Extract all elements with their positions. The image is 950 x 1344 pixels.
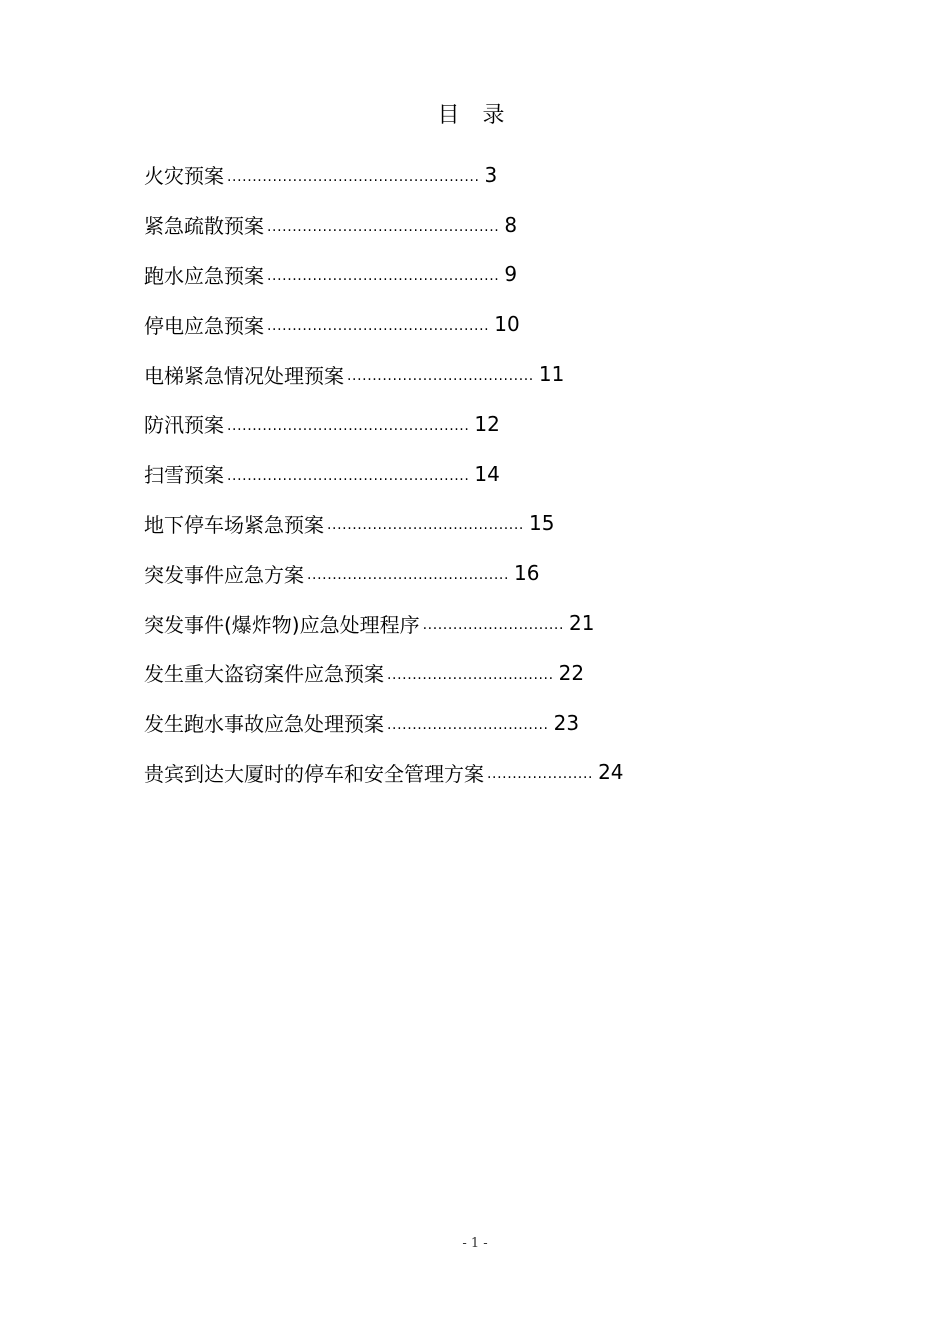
toc-entry-label: 贵宾到达大厦时的停车和安全管理方案	[144, 761, 484, 786]
toc-entry[interactable]	[144, 648, 624, 698]
toc-entry-page: 14	[474, 461, 500, 486]
toc-entry-label: 突发事件应急方案	[144, 562, 304, 587]
toc-entry-page: 22	[558, 660, 585, 685]
toc-entry-label: 电梯紧急情况处理预案	[144, 363, 344, 388]
toc-entry-label: 停电应急预案	[144, 313, 264, 338]
toc-entry[interactable]	[144, 499, 624, 549]
toc-entry[interactable]	[144, 449, 624, 499]
page-number-footer: - 1 -	[462, 1236, 488, 1251]
toc-list	[144, 150, 624, 797]
toc-entry[interactable]	[144, 349, 624, 399]
toc-entry-label: 跑水应急预案	[144, 263, 264, 288]
toc-entry-leader: .......................................	[327, 517, 524, 534]
toc-entry[interactable]	[144, 299, 624, 349]
toc-entry-label: 紧急疏散预案	[144, 214, 264, 239]
toc-entry-leader: ........................................	[307, 567, 510, 584]
toc-entry-leader: .................................	[387, 666, 554, 683]
toc-entry-page: 16	[514, 561, 540, 586]
toc-entry[interactable]	[144, 598, 624, 648]
toc-entry-page: 3	[484, 162, 498, 187]
toc-entry-page: 15	[528, 511, 555, 536]
toc-entry-label: 突发事件(爆炸物)应急处理程序	[144, 612, 420, 637]
toc-entry-page: 21	[569, 611, 595, 636]
toc-entry-page: 9	[504, 262, 518, 287]
toc-entry[interactable]	[144, 250, 624, 300]
toc-entry-page: 11	[538, 362, 565, 387]
toc-entry-label: 发生重大盗窃案件应急预案	[144, 662, 384, 687]
toc-entry-label: 火灾预案	[144, 164, 224, 189]
toc-entry-page: 8	[504, 212, 518, 237]
toc-entry[interactable]	[144, 399, 624, 449]
toc-entry-page: 12	[474, 411, 500, 436]
toc-entry-leader: .....................	[487, 766, 594, 783]
toc-entry-label: 扫雪预案	[144, 463, 224, 488]
toc-entry[interactable]	[144, 200, 624, 250]
toc-entry-label: 防汛预案	[144, 413, 224, 438]
toc-entry-leader: ................................................	[227, 417, 470, 434]
toc-entry[interactable]	[144, 698, 624, 748]
toc-entry-leader: ................................	[387, 716, 549, 733]
toc-title: 目 录	[437, 103, 513, 128]
toc-entry-leader: ................................................	[227, 467, 470, 484]
toc-entry[interactable]	[144, 548, 624, 598]
toc-entry[interactable]	[144, 748, 624, 798]
toc-entry[interactable]	[144, 150, 624, 200]
toc-entry-label: 地下停车场紧急预案	[144, 512, 324, 537]
toc-entry-leader: .....................................	[347, 368, 534, 385]
toc-entry-leader: ..................................................	[227, 168, 480, 185]
toc-entry-leader: ..............................................	[267, 268, 500, 285]
toc-entry-leader: ............................	[422, 617, 565, 634]
toc-entry-page: 10	[494, 312, 520, 337]
toc-entry-leader: ..............................................	[267, 218, 500, 235]
toc-entry-leader: ............................................	[267, 318, 490, 335]
toc-entry-label: 发生跑水事故应急处理预案	[144, 712, 384, 737]
toc-entry-page: 23	[553, 710, 580, 735]
toc-entry-page: 24	[598, 760, 624, 785]
